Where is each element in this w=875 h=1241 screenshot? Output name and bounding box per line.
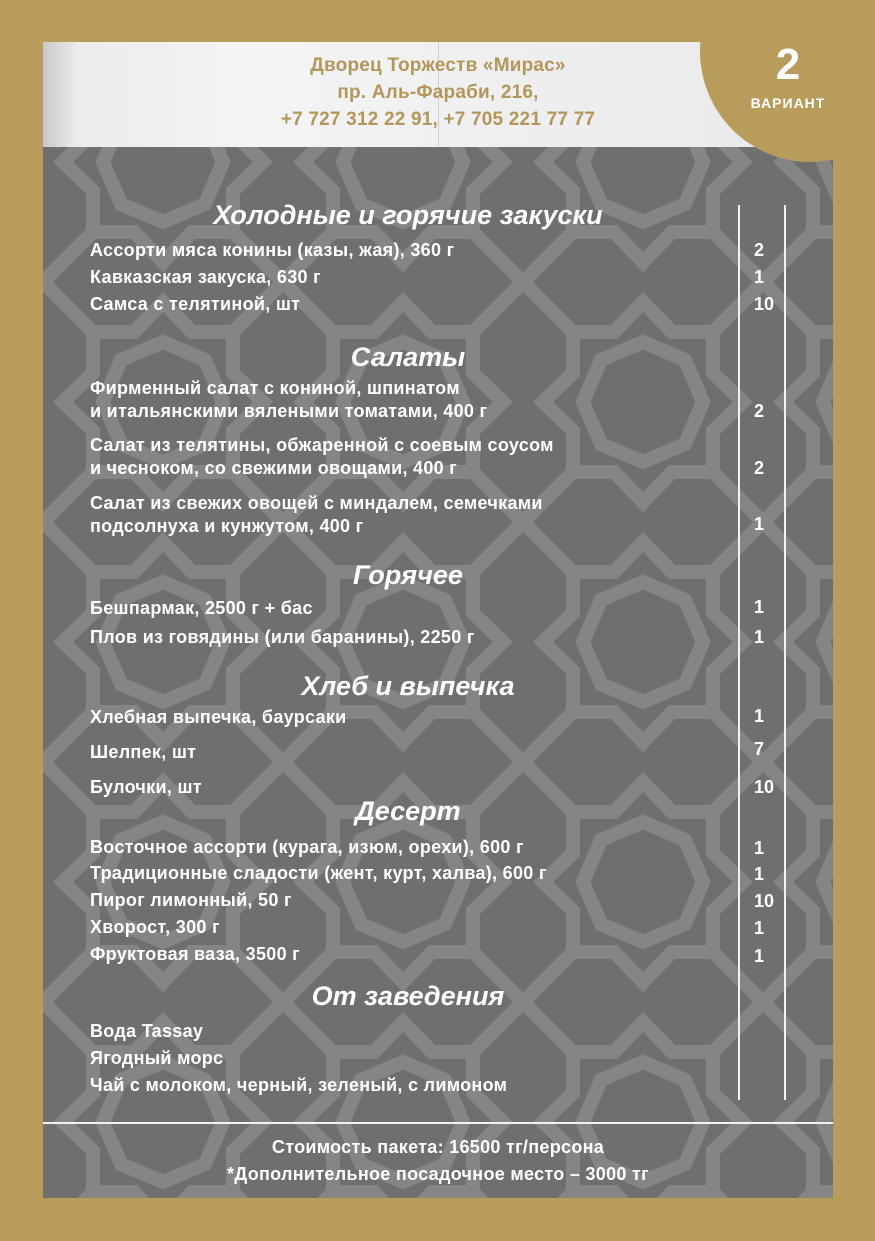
menu-item-qty: 10 bbox=[754, 777, 775, 797]
menu-item-qty: 1 bbox=[754, 946, 765, 966]
menu-item-name-line2: и чесноком, со свежими овощами, 400 г bbox=[90, 458, 458, 478]
menu-item-name: Ассорти мяса конины (казы, жая), 360 г bbox=[90, 240, 455, 260]
menu-item-name-line1: Салат из телятины, обжаренной с соевым соусом bbox=[90, 435, 554, 455]
package-price: Стоимость пакета: 16500 тг/персона bbox=[271, 1137, 605, 1157]
venue-phones: +7 727 312 22 91, +7 705 221 77 77 bbox=[280, 109, 596, 130]
menu-item-qty: 2 bbox=[754, 240, 765, 260]
category-title-hot: Горячее bbox=[353, 560, 463, 590]
menu-item-name: Хворост, 300 г bbox=[90, 917, 220, 937]
menu-item-name: Булочки, шт bbox=[90, 777, 202, 797]
venue-address: пр. Аль-Фараби, 216, bbox=[337, 82, 539, 103]
venue-name: Дворец Торжеств «Мирас» bbox=[310, 55, 566, 76]
footer-divider bbox=[43, 1122, 833, 1124]
extra-seat-note: *Дополнительное посадочное место – 3000 тг bbox=[227, 1164, 649, 1184]
menu-item-qty: 1 bbox=[754, 706, 765, 726]
category-title-bread: Хлеб и выпечка bbox=[301, 671, 515, 701]
menu-item-qty: 1 bbox=[754, 838, 765, 858]
menu-item-name: Восточное ассорти (курага, изюм, орехи), 600 г bbox=[90, 837, 524, 857]
menu-item-qty: 1 bbox=[754, 918, 765, 938]
menu-item-name-line2: и итальянскими вялеными томатами, 400 г bbox=[90, 401, 488, 421]
menu-item-name: Вода Tassay bbox=[90, 1021, 204, 1041]
menu-item-qty: 1 bbox=[754, 627, 765, 647]
menu-item-name: Кавказская закуска, 630 г bbox=[90, 267, 321, 287]
menu-item-qty: 1 bbox=[754, 864, 765, 884]
menu-item-name: Шелпек, шт bbox=[90, 742, 197, 762]
menu-item-name: Фруктовая ваза, 3500 г bbox=[90, 944, 300, 964]
menu-item-qty: 2 bbox=[754, 458, 765, 478]
menu-item-name: Самса с телятиной, шт bbox=[90, 294, 301, 314]
menu-item-name-line1: Салат из свежих овощей с миндалем, семечками bbox=[90, 493, 543, 513]
column-divider-right bbox=[784, 205, 786, 1100]
category-title-snacks: Холодные и горячие закуски bbox=[213, 200, 603, 230]
menu-item-name: Хлебная выпечка, баурсаки bbox=[90, 707, 347, 727]
menu-item-qty: 10 bbox=[754, 891, 775, 911]
menu-item-name: Пирог лимонный, 50 г bbox=[90, 890, 292, 910]
menu-item-name-line1: Фирменный салат с кониной, шпинатом bbox=[90, 378, 460, 398]
category-title-house: От заведения bbox=[311, 981, 505, 1011]
menu-item-qty: 1 bbox=[754, 597, 765, 617]
menu-item-name: Плов из говядины (или баранины), 2250 г bbox=[90, 627, 475, 647]
variant-number: 2 bbox=[775, 40, 801, 89]
menu-item-qty: 1 bbox=[754, 267, 765, 287]
menu-item-qty: 7 bbox=[754, 739, 765, 759]
menu-item-name: Традиционные сладости (жент, курт, халва), 600 г bbox=[90, 863, 547, 883]
menu-item-name: Ягодный морс bbox=[90, 1048, 224, 1068]
menu-item-qty: 1 bbox=[754, 514, 765, 534]
venue-info bbox=[193, 52, 683, 133]
menu-item-name: Бешпармак, 2500 г + бас bbox=[90, 598, 313, 618]
category-title-salads: Салаты bbox=[350, 342, 466, 372]
menu-item-name-line2: подсолнуха и кунжутом, 400 г bbox=[90, 516, 364, 536]
menu-item-qty: 10 bbox=[754, 294, 775, 314]
variant-label: ВАРИАНТ bbox=[750, 95, 826, 111]
category-title-dessert: Десерт bbox=[355, 796, 461, 826]
column-divider-left bbox=[738, 205, 740, 1100]
menu-item-qty: 2 bbox=[754, 401, 765, 421]
menu-item-name: Чай с молоком, черный, зеленый, с лимоном bbox=[90, 1075, 508, 1095]
